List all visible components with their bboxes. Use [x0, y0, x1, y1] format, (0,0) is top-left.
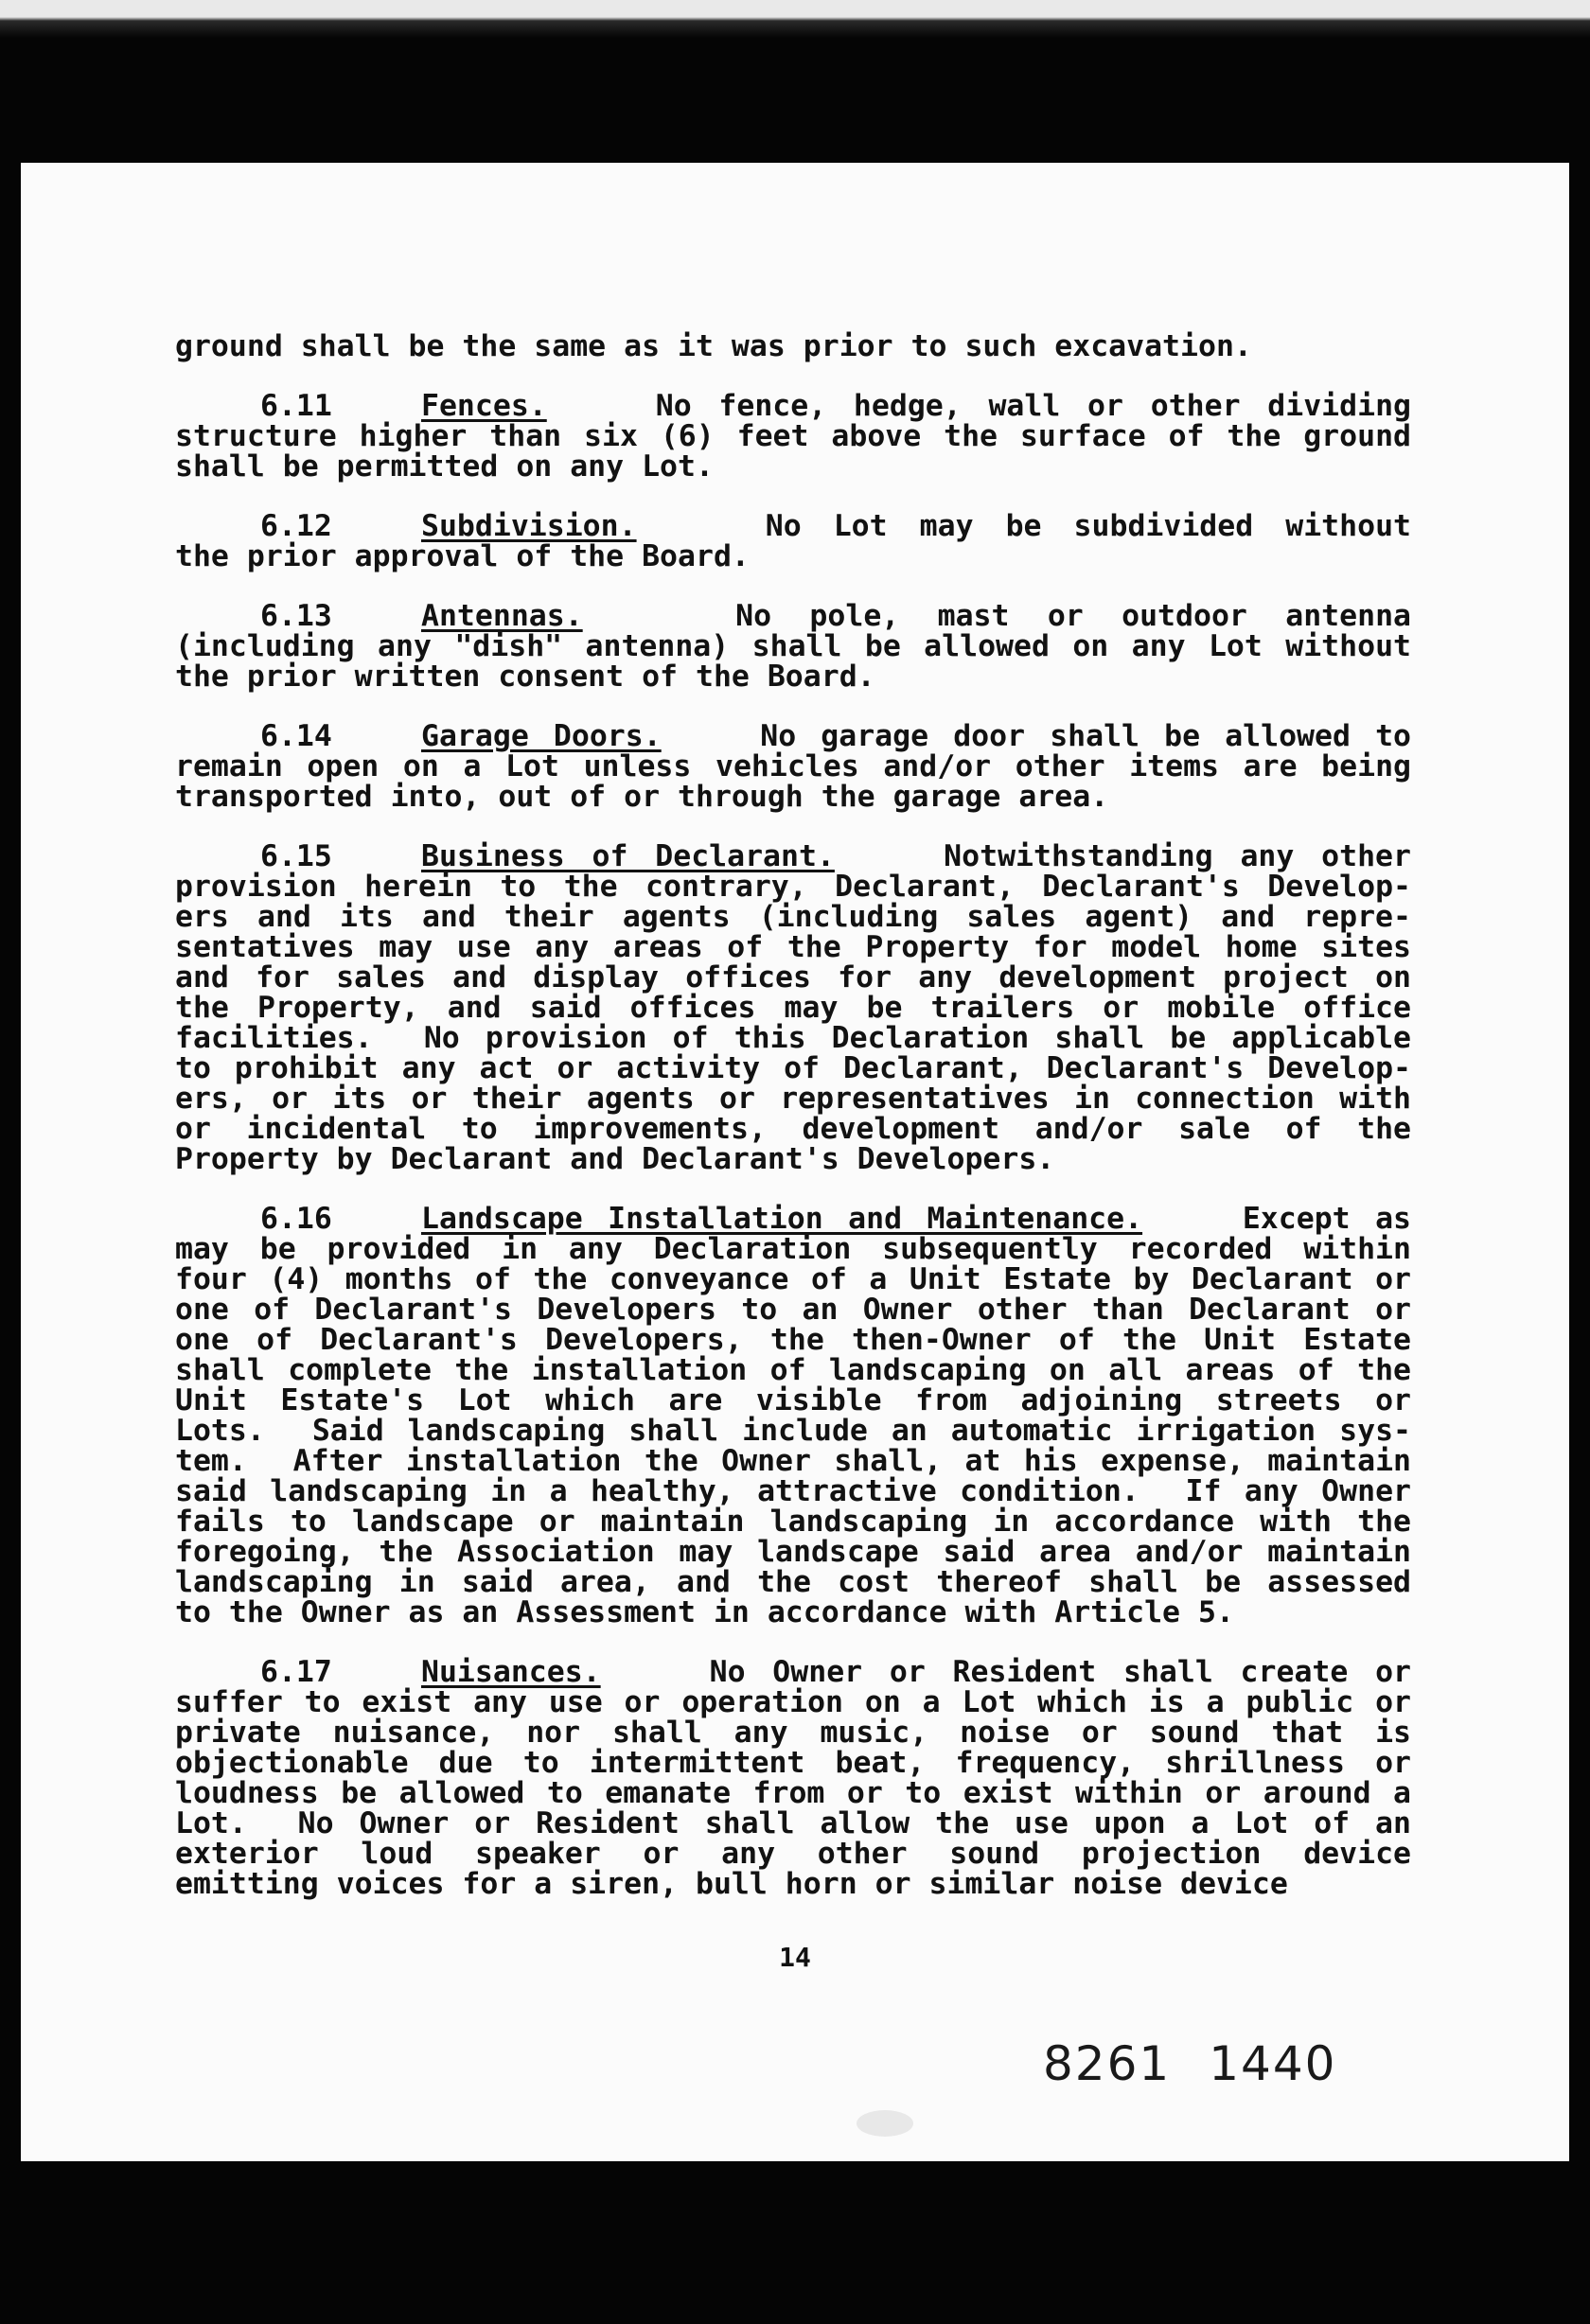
section-body-line: provision herein to the contrary, Declarant, Declarant's Develop-: [175, 870, 1411, 904]
section-body-line: Lots. Said landscaping shall include an automatic irrigation sys-: [175, 1414, 1411, 1448]
section-body-line: (including any "dish" antenna) shall be allowed on any Lot without: [175, 629, 1411, 663]
section-title: Business of Declarant.: [421, 839, 835, 873]
section-heading-text: Except as: [1242, 1202, 1412, 1236]
section-heading-line: [175, 511, 1411, 541]
section-body-line: sentatives may use any areas of the Property for model home sites: [175, 930, 1411, 964]
stamp-page: 1440: [1209, 2036, 1337, 2091]
section-body-line: facilities. No provision of this Declaration shall be applicable: [175, 1021, 1411, 1055]
section-number: 6.13: [260, 599, 332, 633]
section-heading-text: No Owner or Resident shall create or: [709, 1655, 1412, 1689]
section-body-line: suffer to exist any use or operation on a Lot which is a public or: [175, 1685, 1411, 1719]
section-body-line: one of Declarant's Developers, the then-Owner of the Unit Estate: [175, 1323, 1411, 1357]
section-body-line: Unit Estate's Lot which are visible from adjoining streets or: [175, 1383, 1411, 1417]
section-heading-text: No garage door shall be allowed to: [760, 719, 1412, 753]
section-title: Nuisances.: [421, 1655, 601, 1689]
section-body-line: fails to landscape or maintain landscaping in accordance with the: [175, 1505, 1411, 1539]
section-body-line: private nuisance, nor shall any music, noise or sound that is: [175, 1716, 1411, 1750]
section-title: Subdivision.: [421, 509, 637, 543]
section-gap: [175, 1174, 1411, 1204]
section-gap: [175, 361, 1411, 391]
document-stamp: [1043, 2036, 1375, 2091]
page-number: 14: [779, 1942, 811, 1973]
section-body-line: four (4) months of the conveyance of a Unit Estate by Declarant or: [175, 1262, 1411, 1296]
section-body-line: objectionable due to intermittent beat, frequency, shrillness or: [175, 1746, 1411, 1780]
opening-line: ground shall be the same as it was prior to such excavation.: [175, 329, 1252, 363]
section-title: Landscape Installation and Maintenance.: [421, 1202, 1143, 1236]
section-body-line: and for sales and display offices for any development project on: [175, 960, 1411, 995]
document-body: [175, 331, 1411, 1899]
section-heading-text: No fence, hedge, wall or other dividing: [655, 389, 1412, 423]
section-heading-line: [175, 1657, 1411, 1687]
section-body-line: exterior loud speaker or any other sound projection device: [175, 1837, 1411, 1871]
section-body-line: structure higher than six (6) feet above the surface of the ground: [175, 419, 1411, 453]
section-gap: [175, 572, 1411, 601]
section-body-line: transported into, out of or through the garage area.: [175, 780, 1109, 814]
section-body-line: loudness be allowed to emanate from or to exist within or around a: [175, 1776, 1411, 1810]
section-body-line: to prohibit any act or activity of Declarant, Declarant's Develop-: [175, 1051, 1411, 1085]
section-gap: [175, 1628, 1411, 1657]
section-number: 6.14: [260, 719, 332, 753]
section-body-line: or incidental to improvements, development and/or sale of the: [175, 1112, 1411, 1146]
section-body-line: to the Owner as an Assessment in accordance with Article 5.: [175, 1595, 1234, 1629]
section-body-line: ers and its and their agents (including sales agent) and repre-: [175, 900, 1411, 934]
section-6-16: [175, 1204, 1411, 1628]
section-body-line: may be provided in any Declaration subsequently recorded within: [175, 1232, 1411, 1266]
section-number: 6.12: [260, 509, 332, 543]
section-gap: [175, 692, 1411, 721]
section-title: Antennas.: [421, 599, 583, 633]
scan-artifact: [857, 2110, 913, 2137]
sections-container: [175, 361, 1411, 1899]
section-number: 6.17: [260, 1655, 332, 1689]
section-6-11: [175, 391, 1411, 482]
section-6-14: [175, 721, 1411, 812]
stamp-book: 8261: [1043, 2036, 1172, 2091]
section-body-line: foregoing, the Association may landscape said area and/or maintain: [175, 1535, 1411, 1569]
section-gap: [175, 482, 1411, 511]
section-body-line: shall complete the installation of landscaping on all areas of the: [175, 1353, 1411, 1387]
scan-top-edge: [0, 0, 1590, 38]
section-body-line: remain open on a Lot unless vehicles and/or other items are being: [175, 749, 1411, 783]
section-body-line: emitting voices for a siren, bull horn or similar noise device: [175, 1867, 1288, 1901]
section-6-13: [175, 601, 1411, 692]
section-body-line: one of Declarant's Developers to an Owner other than Declarant or: [175, 1293, 1411, 1327]
section-heading-text: Notwithstanding any other: [944, 839, 1411, 873]
section-body-line: Property by Declarant and Declarant's Developers.: [175, 1142, 1055, 1176]
section-6-15: [175, 841, 1411, 1174]
section-heading-line: [175, 1204, 1411, 1234]
section-number: 6.11: [260, 389, 332, 423]
section-body-line: said landscaping in a healthy, attractive condition. If any Owner: [175, 1474, 1411, 1508]
section-body-line: the prior approval of the Board.: [175, 539, 750, 573]
section-gap: [175, 812, 1411, 841]
section-body-line: landscaping in said area, and the cost thereof shall be assessed: [175, 1565, 1411, 1599]
section-6-17: [175, 1657, 1411, 1899]
section-body-line: the prior written consent of the Board.: [175, 660, 875, 694]
section-number: 6.15: [260, 839, 332, 873]
section-body-line: shall be permitted on any Lot.: [175, 449, 714, 484]
section-heading-text: No Lot may be subdivided without: [765, 509, 1411, 543]
section-title: Garage Doors.: [421, 719, 662, 753]
section-heading-text: No pole, mast or outdoor antenna: [735, 599, 1411, 633]
section-heading-line: [175, 721, 1411, 751]
section-body-line: ers, or its or their agents or representatives in connection with: [175, 1082, 1411, 1116]
section-title: Fences.: [421, 389, 547, 423]
section-body-line: tem. After installation the Owner shall, at his expense, maintain: [175, 1444, 1411, 1478]
section-heading-line: [175, 841, 1411, 872]
section-6-12: [175, 511, 1411, 572]
section-heading-line: [175, 601, 1411, 631]
section-body-line: Lot. No Owner or Resident shall allow the use upon a Lot of an: [175, 1806, 1411, 1840]
section-heading-line: [175, 391, 1411, 421]
section-body-line: the Property, and said offices may be trailers or mobile office: [175, 991, 1411, 1025]
document-page: [21, 163, 1569, 2161]
section-number: 6.16: [260, 1202, 332, 1236]
